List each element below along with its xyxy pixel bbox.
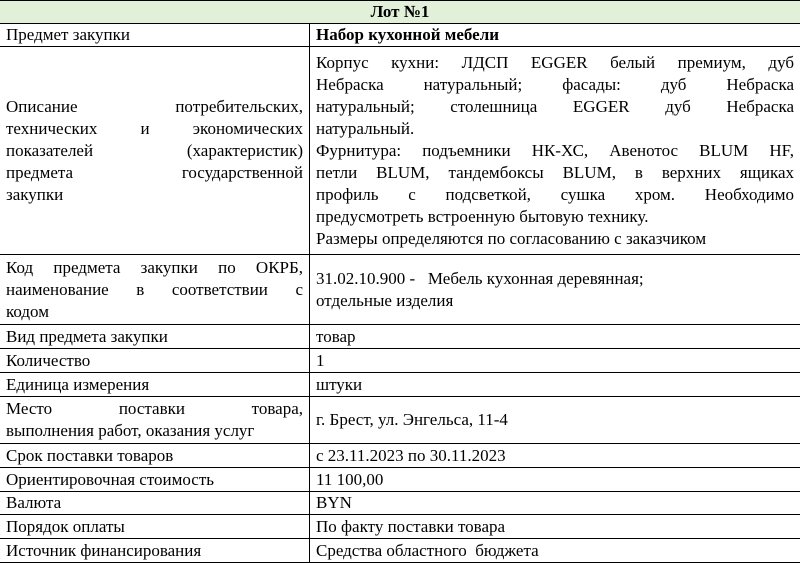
- table-header-row: [0, 1, 800, 24]
- row-value: По факту поставки товара: [310, 515, 800, 539]
- row-label: Ориентировочная стоимость: [0, 468, 310, 492]
- label-line: Код предмета закупки по ОКРБ,: [6, 257, 303, 279]
- row-label: Вид предмета закупки: [0, 325, 310, 349]
- table-row: [0, 468, 800, 492]
- row-label: Источник финансирования: [0, 539, 310, 563]
- label-line: кодом: [6, 301, 303, 323]
- row-value: BYN: [310, 492, 800, 515]
- table-row: [0, 325, 800, 349]
- value-line: профиль с подсветкой, сушка хром. Необходимо: [316, 184, 794, 206]
- row-label: [0, 47, 310, 255]
- table-row: [0, 515, 800, 539]
- value-line: натуральный.: [316, 118, 794, 140]
- row-value: Средства областного бюджета: [310, 539, 800, 563]
- lot-title: Лот №1: [0, 1, 800, 24]
- value-line: отдельные изделия: [316, 290, 794, 312]
- value-line: Фурнитура: подъемники НК-ХС, Авенотос BLUM HF,: [316, 140, 794, 162]
- label-line: показателей (характеристик): [6, 140, 303, 162]
- row-label: Валюта: [0, 492, 310, 515]
- label-line: технических и экономических: [6, 118, 303, 140]
- label-line: предмета государственной: [6, 162, 303, 184]
- row-label: Количество: [0, 349, 310, 373]
- row-label: Единица измерения: [0, 373, 310, 397]
- row-value: [310, 47, 800, 255]
- row-label: [0, 397, 310, 444]
- table-row: [0, 349, 800, 373]
- table-row: [0, 47, 800, 255]
- table-row: [0, 255, 800, 325]
- value-line: натуральный; столешница EGGER дуб Небраска: [316, 96, 794, 118]
- row-value: Набор кухонной мебели: [310, 24, 800, 47]
- label-line: выполнения работ, оказания услуг: [6, 420, 303, 442]
- row-value: [310, 255, 800, 325]
- table-row: [0, 492, 800, 515]
- label-line: Описание потребительских,: [6, 96, 303, 118]
- row-value: с 23.11.2023 по 30.11.2023: [310, 444, 800, 468]
- value-line: предусмотреть встроенную бытовую технику.: [316, 206, 794, 228]
- value-line: Размеры определяются по согласованию с заказчиком: [316, 228, 794, 250]
- row-label: Порядок оплаты: [0, 515, 310, 539]
- value-line: Корпус кухни: ЛДСП EGGER белый премиум, дуб: [316, 52, 794, 74]
- row-label: Предмет закупки: [0, 24, 310, 47]
- label-line: Место поставки товара,: [6, 398, 303, 420]
- row-label: [0, 255, 310, 325]
- label-line: закупки: [6, 184, 303, 206]
- table-row: [0, 397, 800, 444]
- table-row: [0, 373, 800, 397]
- table-row: [0, 24, 800, 47]
- value-line: петли BLUM, тандембоксы BLUM, в верхних ящиках: [316, 162, 794, 184]
- row-value: г. Брест, ул. Энгельса, 11-4: [310, 397, 800, 444]
- row-value: 1: [310, 349, 800, 373]
- row-value: 11 100,00: [310, 468, 800, 492]
- table-row: [0, 444, 800, 468]
- row-value: штуки: [310, 373, 800, 397]
- label-line: наименование в соответствии с: [6, 279, 303, 301]
- row-value: товар: [310, 325, 800, 349]
- value-line: 31.02.10.900 - Мебель кухонная деревянная;: [316, 268, 794, 290]
- value-line: Небраска натуральный; фасады: дуб Небраска: [316, 74, 794, 96]
- row-label: Срок поставки товаров: [0, 444, 310, 468]
